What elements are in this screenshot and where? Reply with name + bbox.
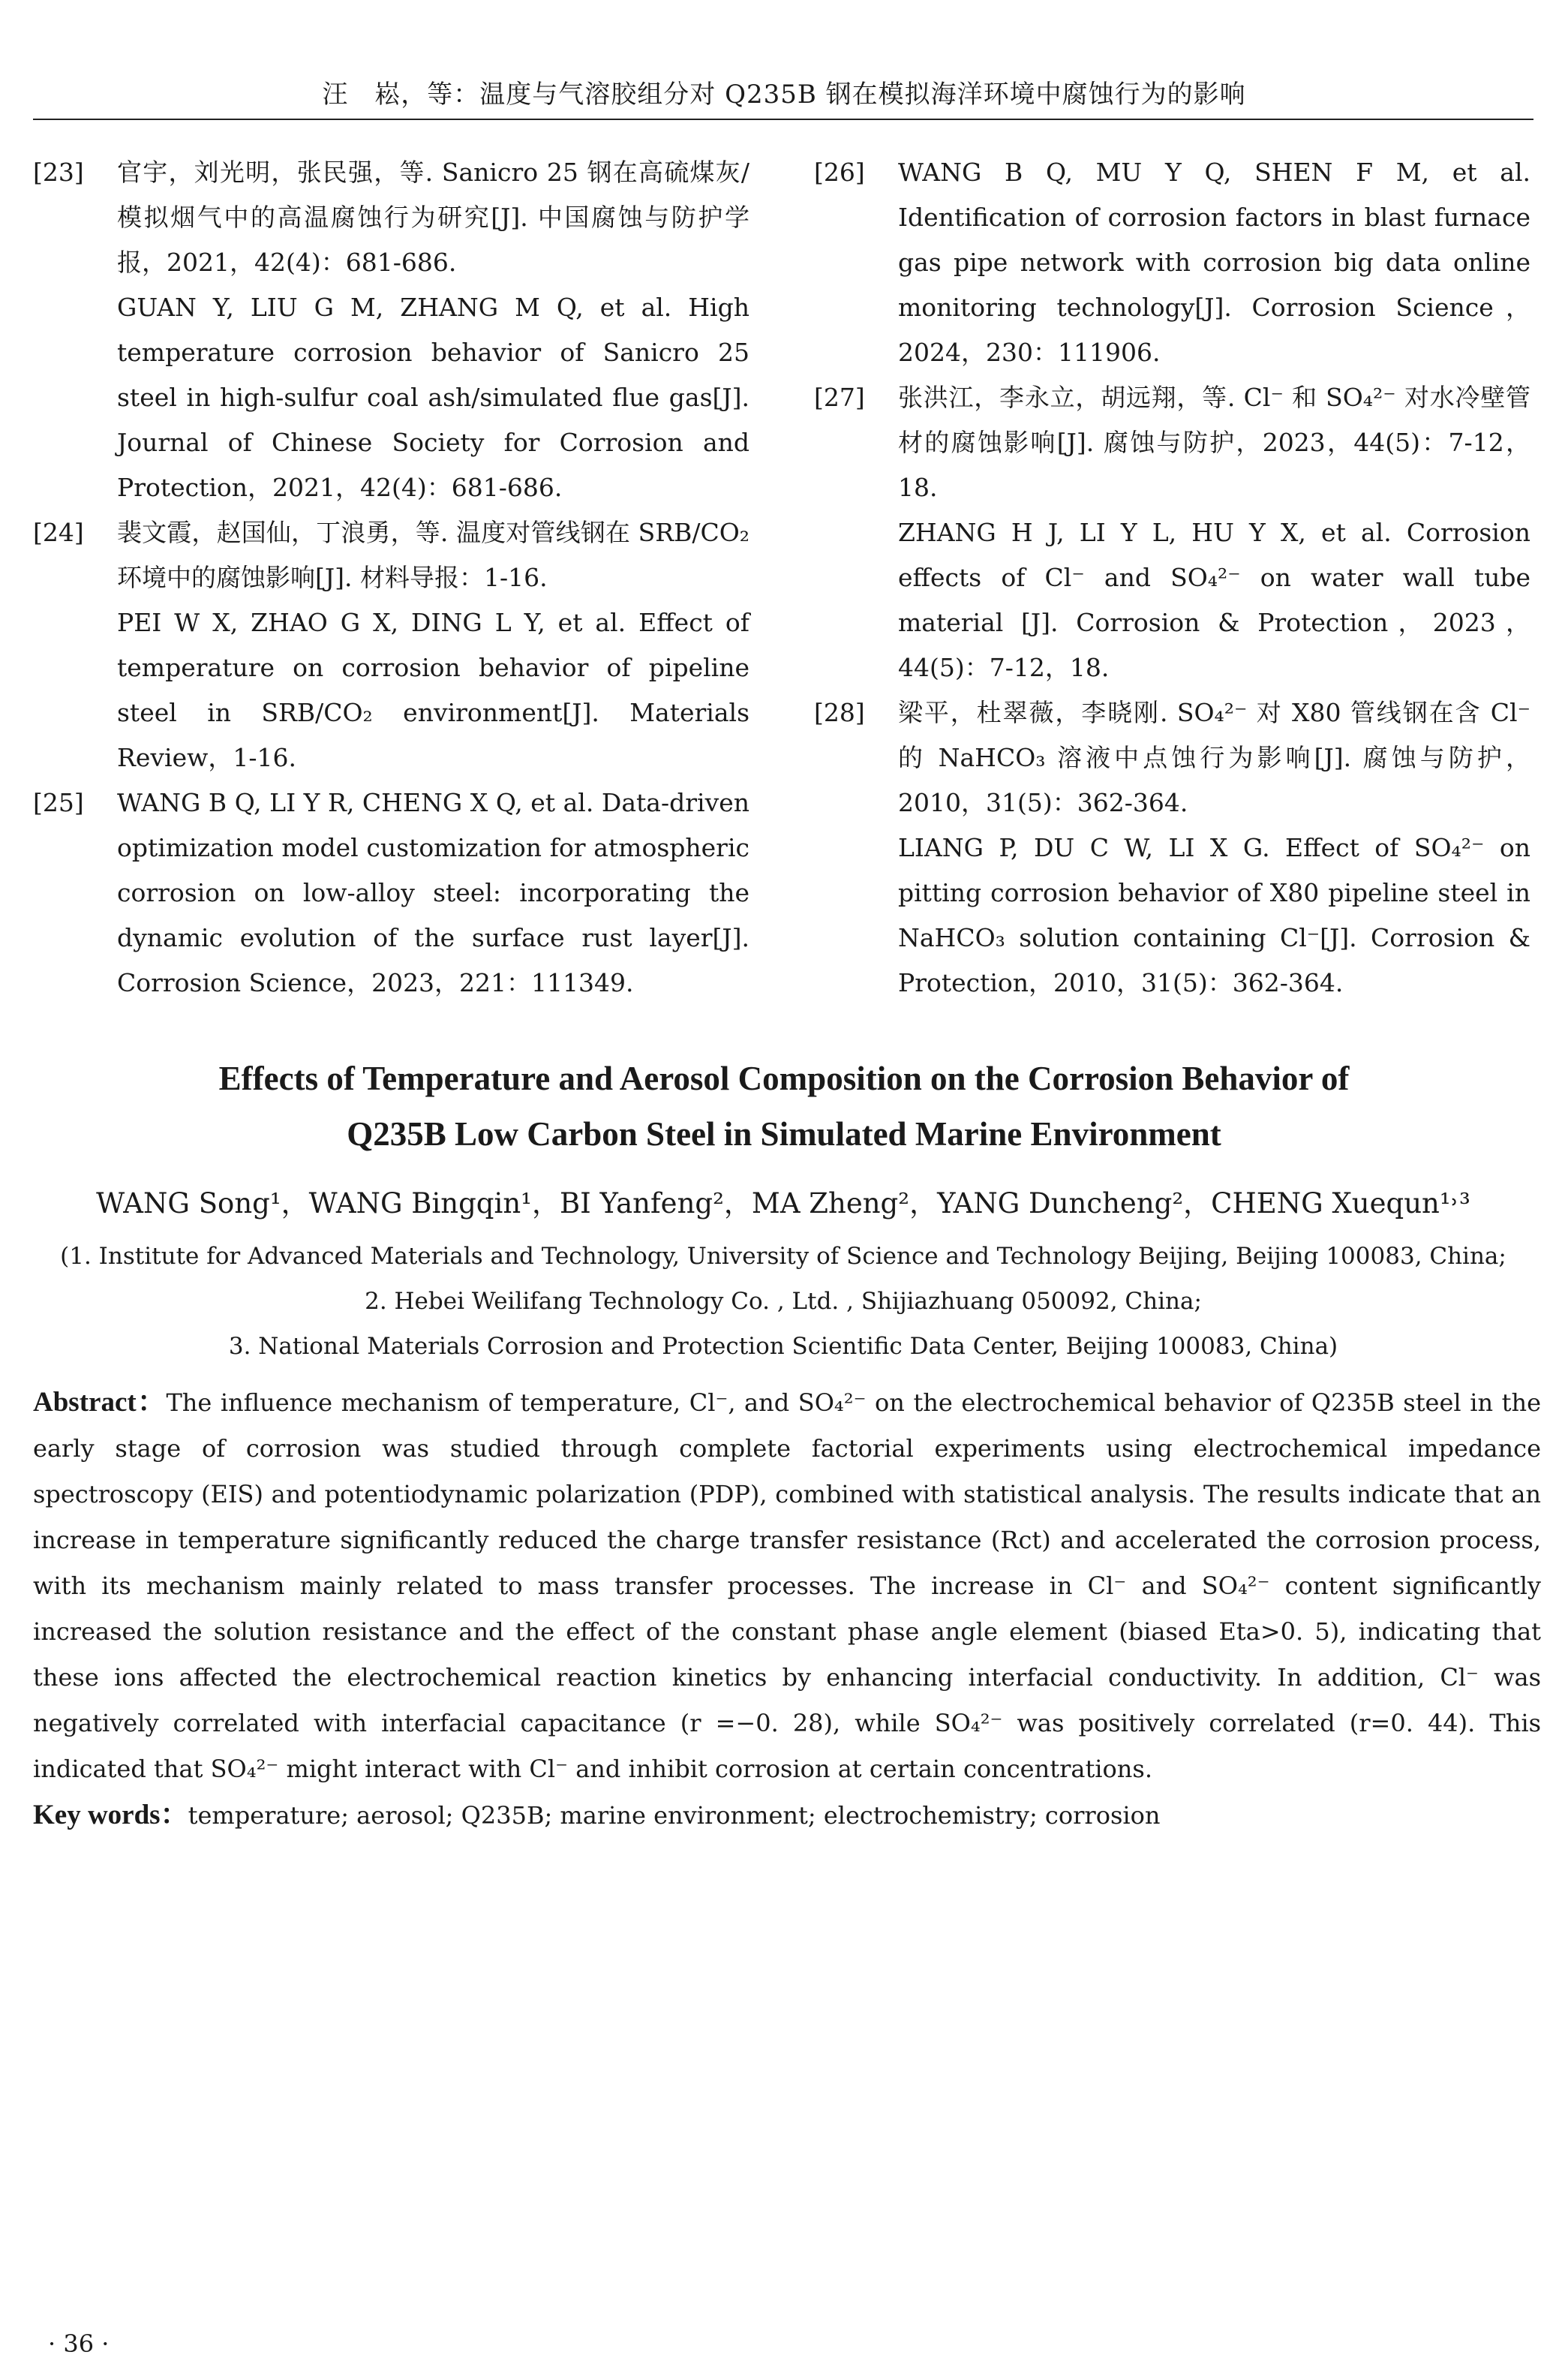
title-line-2: Q235B Low Carbon Steel in Simulated Marine Environment xyxy=(347,1115,1221,1153)
reference-paragraph-en: PEI W X, ZHAO G X, DING L Y, et al. Effect of temperature on corrosion behavior of pipeline steel in SRB/CO₂ environment[J]. Materials Review，1-16. xyxy=(117,608,749,772)
reference-number: [28] xyxy=(814,698,865,727)
references-left-column xyxy=(33,150,749,1006)
reference-text xyxy=(898,690,1530,1006)
abstract xyxy=(33,1379,1541,1792)
keywords-label: Key words： xyxy=(33,1800,188,1830)
reference-text xyxy=(898,375,1530,690)
reference-paragraph-en: GUAN Y, LIU G M, ZHANG M Q, et al. High temperature corrosion behavior of Sanicro 25 steel in high-sulfur coal ash/simulated flue gas[J]. Journal of Chinese Society for Corrosion and Protection，2021，42(4)：681-686. xyxy=(117,293,749,502)
affiliation-3: 3. National Materials Corrosion and Protection Scientific Data Center, Beijing 100083, China) xyxy=(228,1333,1338,1360)
references-right-column xyxy=(814,150,1530,1006)
reference-paragraph-zh: 裴文霞，赵国仙，丁浪勇，等. 温度对管线钢在 SRB/CO₂ 环境中的腐蚀影响[J]. 材料导报：1-16. xyxy=(117,518,749,592)
reference-text xyxy=(117,510,749,780)
keywords-text: temperature; aerosol; Q235B; marine environment; electrochemistry; corrosion xyxy=(188,1801,1161,1830)
english-title xyxy=(105,1051,1463,1162)
reference-number: [27] xyxy=(814,383,865,412)
reference-number: [25] xyxy=(33,788,84,817)
reference-item xyxy=(814,375,1530,690)
affiliation-1: (1. Institute for Advanced Materials and Technology, University of Science and Technology Beijing, Beijing 100083, China; xyxy=(60,1243,1506,1270)
reference-number: [26] xyxy=(814,158,865,187)
reference-paragraph-en: LIANG P, DU C W, LI X G. Effect of SO₄²⁻ on pitting corrosion behavior of X80 pipeline steel in NaHCO₃ solution containing Cl⁻[J]. Corrosion & Protection，2010，31(5)：362-364. xyxy=(898,833,1530,997)
reference-paragraph-en: ZHANG H J, LI Y L, HU Y X, et al. Corrosion effects of Cl⁻ and SO₄²⁻ on water wall tube material [J]. Corrosion & Protection，2023，44(5)：7-12，18. xyxy=(898,518,1530,682)
page-number: · 36 · xyxy=(48,2329,110,2358)
author-list: WANG Song¹，WANG Bingqin¹，BI Yanfeng²，MA Zheng²，YANG Duncheng²，CHENG Xuequn¹˒³ xyxy=(96,1187,1470,1220)
reference-item xyxy=(33,510,749,780)
reference-item xyxy=(33,150,749,510)
reference-text xyxy=(117,150,749,510)
reference-paragraph-zh: 梁平，杜翠薇，李晓刚. SO₄²⁻ 对 X80 管线钢在含 Cl⁻ 的 NaHCO₃ 溶液中点蚀行为影响[J]. 腐蚀与防护，2010，31(5)：362-364. xyxy=(898,698,1530,817)
reference-paragraph-zh: 官宇，刘光明，张民强，等. Sanicro 25 钢在高硫煤灰/模拟烟气中的高温腐蚀行为研究[J]. 中国腐蚀与防护学报，2021，42(4)：681-686. xyxy=(117,158,749,277)
reference-paragraph-en: WANG B Q, LI Y R, CHENG X Q, et al. Data-driven optimization model customization for atmospheric corrosion on low-alloy steel: incorporating the dynamic evolution of the surface rust layer[J]. Corrosion Science，2023，221：111349. xyxy=(117,788,749,997)
title-line-1: Effects of Temperature and Aerosol Composition on the Corrosion Behavior of xyxy=(218,1060,1350,1097)
keywords xyxy=(33,1792,1533,1839)
reference-paragraph-zh: 张洪江，李永立，胡远翔，等. Cl⁻ 和 SO₄²⁻ 对水冷壁管材的腐蚀影响[J]. 腐蚀与防护，2023，44(5)：7-12，18. xyxy=(898,383,1530,502)
reference-paragraph-en: WANG B Q, MU Y Q, SHEN F M, et al. Identification of corrosion factors in blast furnace gas pipe network with corrosion big data online monitoring technology[J]. Corrosion Science，2024，230：111906. xyxy=(898,158,1530,367)
reference-number: [23] xyxy=(33,158,84,187)
abstract-label: Abstract： xyxy=(33,1387,167,1418)
abstract-text: The influence mechanism of temperature, Cl⁻, and SO₄²⁻ on the electrochemical behavior of Q235B steel in the early stage of corrosion was studied through complete factorial experiments using electrochemical impedance spectroscopy (EIS) and potentiodynamic polarization (PDP), combined with statistical analysis. The results indicate that an increase in temperature significantly reduced the charge transfer resistance (Rct) and accelerated the corrosion process, with its mechanism mainly related to mass transfer processes. The increase in Cl⁻ and SO₄²⁻ content significantly increased the solution resistance and the effect of the constant phase angle element (biased Eta>0. 5), indicating that these ions affected the electrochemical reaction kinetics by enhancing interfacial conductivity. In addition, Cl⁻ was negatively correlated with interfacial capacitance (r =−0. 28), while SO₄²⁻ was positively correlated (r=0. 44). This indicated that SO₄²⁻ might interact with Cl⁻ and inhibit corrosion at certain concentrations. xyxy=(33,1388,1542,1783)
reference-item xyxy=(814,150,1530,375)
reference-number: [24] xyxy=(33,518,84,547)
affiliation-2: 2. Hebei Weilifang Technology Co. , Ltd. , Shijiazhuang 050092, China; xyxy=(365,1288,1202,1315)
reference-text xyxy=(898,150,1530,375)
reference-item xyxy=(33,780,749,1006)
reference-text xyxy=(117,780,749,1006)
reference-item xyxy=(814,690,1530,1006)
running-head: 汪 崧，等：温度与气溶胶组分对 Q235B 钢在模拟海洋环境中腐蚀行为的影响 xyxy=(322,80,1246,110)
header-rule xyxy=(33,119,1533,120)
